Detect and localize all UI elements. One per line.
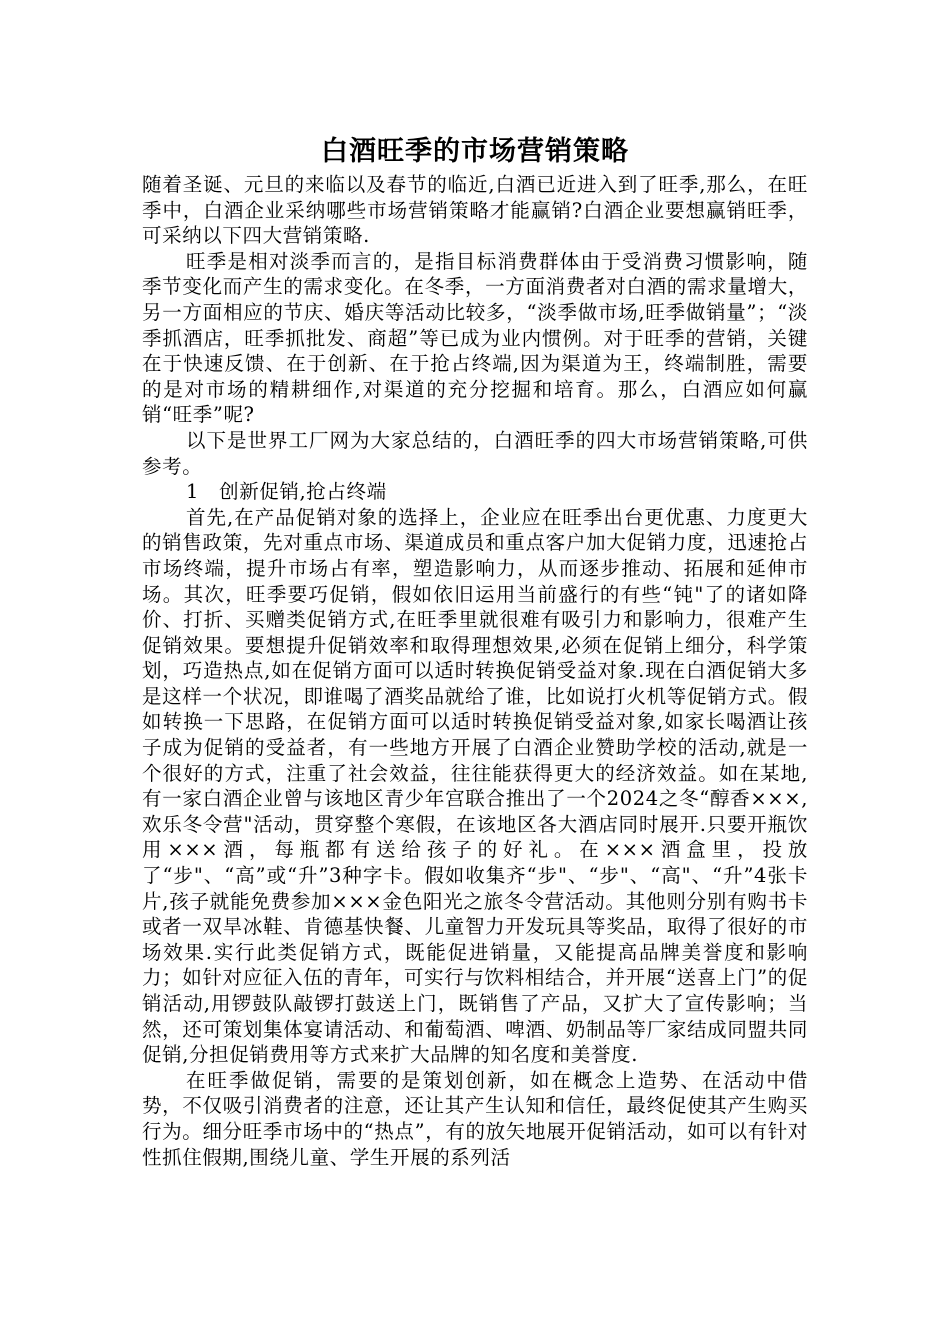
intro-paragraph: 随着圣诞、元旦的来临以及春节的临近,白酒已近进入到了旺季,那么，在旺季中，白酒企业采纳哪些市场营销策略才能赢销?白酒企业要想赢销旺季，可采纳以下四大营销策略. bbox=[142, 173, 808, 248]
body-paragraph: 在旺季做促销，需要的是策划创新，如在概念上造势、在活动中借势，不仅吸引消费者的注意，还让其产生认知和信任，最终促使其产生购买行为。细分旺季市场中的“热点”，有的放矢地展开促销活动，如可以有针对性抓住假期,围绕儿童、学生开展的系列活 bbox=[142, 1068, 808, 1169]
body-paragraph: 以下是世界工厂网为大家总结的，白酒旺季的四大市场营销策略,可供参考。 bbox=[142, 428, 808, 478]
section-heading: 1 创新促销,抢占终端 bbox=[186, 480, 387, 504]
body-paragraph: 首先,在产品促销对象的选择上，企业应在旺季出台更优惠、力度更大的销售政策，先对重点市场、渠道成员和重点客户加大促销力度，迅速抢占市场终端，提升市场占有率，塑造影响力，从而逐步推动、拓展和延伸市场。其次，旺季要巧促销，假如依旧运用当前盛行的有些“钝"了的诸如降价、打折、买赠类促销方式,在旺季里就很难有吸引力和影响力，很难产生促销效果。要想提升促销效率和取得理想效果,必须在促销上细分，科学策划，巧造热点,如在促销方面可以适时转换促销受益对象.现在白酒促销大多是这样一个状况，即谁喝了酒奖品就给了谁，比如说打火机等促销方式。假如转换一下思路，在促销方面可以适时转换促销受益对象,如家长喝酒让孩子成为促销的受益者，有一些地方开展了白酒企业赞助学校的活动,就是一个很好的方式，注重了社会效益，往往能获得更大的经济效益。如在某地,有一家白酒企业曾与该地区青少年宫联合推出了一个2024之冬“醇香×××,欢乐冬令营"活动，贯穿整个寒假，在该地区各大酒店同时展开.只要开瓶饮用×××酒，每瓶都有送给孩子的好礼。在×××酒盒里，投放了“步"、“高”或“升”3种字卡。假如收集齐“步"、“步"、“高"、“升”4张卡片,孩子就能免费参加×××金色阳光之旅冬令营活动。其他则分别有购书卡或者一双旱冰鞋、肯德基快餐、儿童智力开发玩具等奖品，取得了很好的市场效果.实行此类促销方式，既能促进销量，又能提高品牌美誉度和影响力；如针对应征入伍的青年，可实行与饮料相结合，并开展“送喜上门”的促销活动,用锣鼓队敲锣打鼓送上门，既销售了产品，又扩大了宣传影响；当然，还可策划集体宴请活动、和葡萄酒、啤酒、奶制品等厂家结成同盟共同促销,分担促销费用等方式来扩大品牌的知名度和美誉度. bbox=[142, 505, 808, 1067]
body-paragraph: 旺季是相对淡季而言的，是指目标消费群体由于受消费习惯影响，随季节变化而产生的需求变化。在冬季，一方面消费者对白酒的需求量增大，另一方面相应的节庆、婚庆等活动比较多，“淡季做市场,旺季做销量”；“淡季抓酒店，旺季抓批发、商超”等已成为业内惯例。对于旺季的营销，关键在于快速反馈、在于创新、在于抢占终端,因为渠道为王，终端制胜，需要的是对市场的精耕细作,对渠道的充分挖掘和培育。那么，白酒应如何赢销“旺季”呢? bbox=[142, 249, 808, 427]
document-page bbox=[142, 134, 808, 1170]
document-title: 白酒旺季的市场营销策略 bbox=[321, 136, 629, 167]
